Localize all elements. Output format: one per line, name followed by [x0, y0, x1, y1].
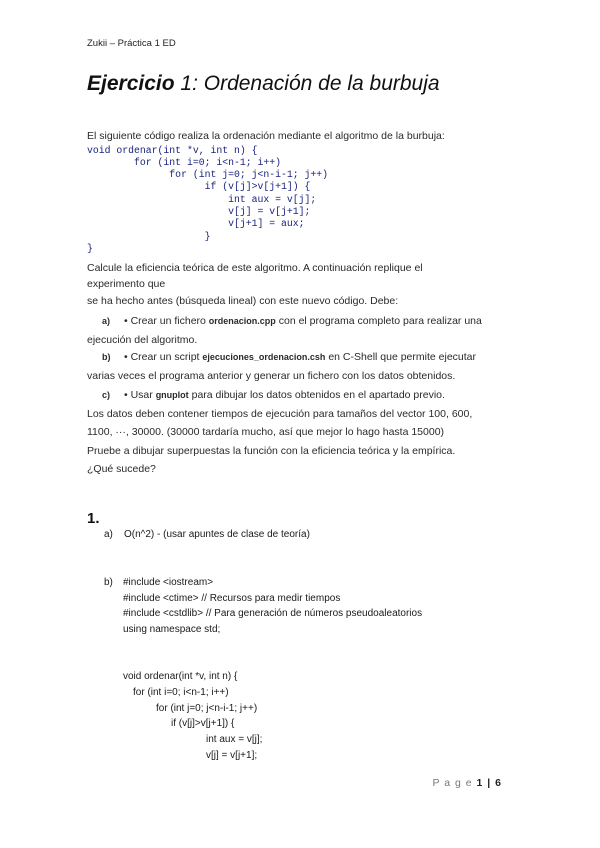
code-line-8: } [87, 231, 211, 242]
list-b-cont: varias veces el programa anterior y generar un fichero con los datos obtenidos. [87, 370, 456, 382]
list-b-pre: • Crear un script [124, 351, 203, 363]
answer-code-2: for (int i=0; i<n-1; i++) [133, 687, 229, 698]
code-line-1: void ordenar(int *v, int n) { [87, 145, 258, 156]
answer-code-1: void ordenar(int *v, int n) { [123, 671, 238, 682]
code-line-6: v[j] = v[j+1]; [87, 206, 311, 217]
para2-line-1: Los datos deben contener tiempos de ejecución para tamaños del vector 100, 600, [87, 408, 473, 420]
answer-a [104, 529, 310, 540]
answer-b-line-3: #include <cstdlib> // Para generación de números pseudoaleatorios [123, 608, 423, 619]
list-a-post: con el programa completo para realizar una [275, 315, 482, 327]
footer-number: 1 | 6 [476, 777, 502, 789]
list-c-pre: • Usar [124, 389, 156, 401]
code-line-7: v[j+1] = aux; [87, 218, 305, 229]
list-c-file: gnuplot [155, 390, 189, 400]
page-header: Zukii – Práctica 1 ED [87, 38, 176, 49]
page-footer [433, 777, 502, 789]
list-mark-a: a) [102, 316, 111, 326]
para-line-2: experimento que [87, 278, 166, 290]
para-line-1: Calcule la eficiencia teórica de este algoritmo. A continuación replique el [87, 262, 423, 274]
answer-code-4: if (v[j]>v[j+1]) { [171, 718, 235, 729]
list-a-file: ordenacion.cpp [208, 316, 276, 326]
answer-a-text: O(n^2) - (usar apuntes de clase de teoría) [124, 529, 310, 540]
answer-code-6: v[j] = v[j+1]; [206, 750, 258, 761]
exercise-title [87, 72, 440, 96]
code-line-3: for (int j=0; j<n-i-1; j++) [87, 169, 329, 180]
list-a-pre: • Crear un fichero [124, 315, 209, 327]
list-mark-b: b) [102, 352, 111, 362]
list-b-post: en C-Shell que permite ejecutar [325, 351, 477, 363]
list-mark-c: c) [102, 390, 111, 400]
para2-line-4: ¿Qué sucede? [87, 463, 156, 475]
para2-line-2: 1100, ···, 30000. (30000 tardaría mucho, así que mejor lo hago hasta 15000) [87, 426, 445, 438]
code-line-2: for (int i=0; i<n-1; i++) [87, 157, 282, 168]
code-line-9: } [87, 243, 93, 254]
intro-text: El siguiente código realiza la ordenación mediante el algoritmo de la burbuja: [87, 130, 445, 142]
code-line-5: int aux = v[j]; [87, 194, 317, 205]
para-line-3: se ha hecho antes (búsqueda lineal) con este nuevo código. Debe: [87, 295, 399, 307]
answer-a-mark: a) [104, 529, 113, 540]
title-rest: 1: Ordenación de la burbuja [174, 72, 440, 95]
list-item-c [102, 389, 445, 401]
list-c-post: para dibujar los datos obtenidos en el apartado previo. [188, 389, 445, 401]
footer-label: P a g e [432, 777, 477, 789]
code-line-4: if (v[j]>v[j+1]) { [87, 181, 311, 192]
answer-b-mark: b) [104, 577, 113, 588]
list-item-a [102, 315, 482, 327]
answer-code-5: int aux = v[j]; [206, 734, 263, 745]
para2-line-3: Pruebe a dibujar superpuestas la función con la eficiencia teórica y la empírica. [87, 445, 456, 457]
list-b-file: ejecuciones_ordenacion.csh [202, 352, 326, 362]
answer-b-line-2: #include <ctime> // Recursos para medir tiempos [123, 593, 341, 604]
list-item-b [102, 351, 476, 363]
title-bold: Ejercicio [87, 72, 175, 95]
answer-b-line-4: using namespace std; [123, 624, 221, 635]
answer-code-3: for (int j=0; j<n-i-1; j++) [156, 703, 258, 714]
section-heading: 1. [87, 510, 100, 527]
list-a-cont: ejecución del algoritmo. [87, 334, 198, 346]
answer-b-line-1: #include <iostream> [123, 577, 214, 588]
